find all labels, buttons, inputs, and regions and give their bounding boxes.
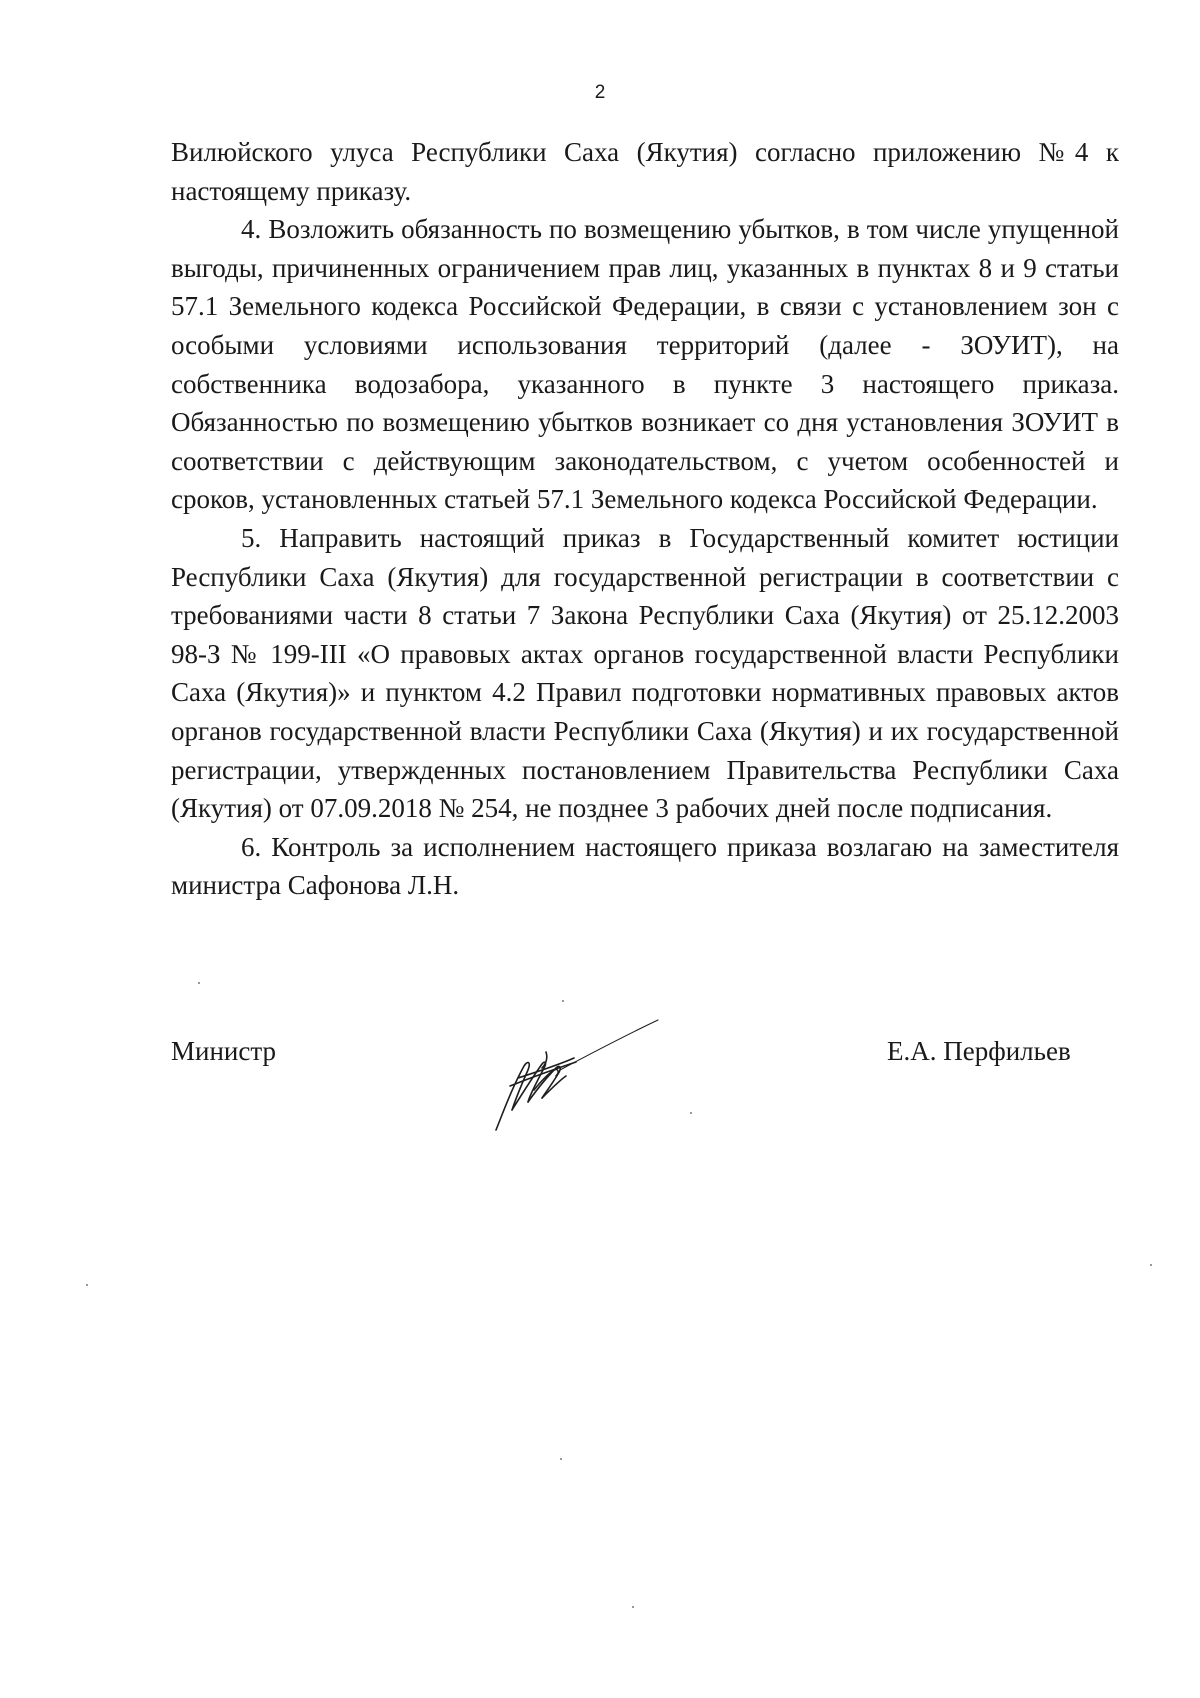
page-number: 2 [594, 82, 606, 103]
document-body [171, 133, 1119, 905]
paragraph-continuation: Вилюйского улуса Республики Саха (Якутия) согласно приложению №4 к настоящему приказу. [171, 137, 1119, 206]
signatory-title: Министр [171, 1036, 276, 1066]
scan-speck [632, 1606, 634, 1608]
scan-speck [86, 1284, 88, 1286]
paragraph-item-4: 4. Возложить обязанность по возмещению убытков, в том числе упущенной выгоды, причиненных ограничением прав лиц, указанных в пунктах 8 и 9 статьи 57.1 Земельного кодекса Российской Федерации, в связи с установлением зон с особыми условиями использования территорий (далее - ЗОУИТ), на собственника водозабора, указанного в пункте 3 настоящего приказа. Обязанностью по возмещению убытков возникает со дня установления ЗОУИТ в соответствии с действующим законодательством, с учетом особенностей и сроков, установленных статьей 57.1 Земельного кодекса Российской Федерации. [171, 214, 1119, 515]
scan-speck [690, 1112, 692, 1114]
paragraph-item-6: 6. Контроль за исполнением настоящего приказа возлагаю на заместителя министра Сафонова Л.Н. [171, 831, 1119, 901]
paragraph-item-5: 5. Направить настоящий приказ в Государственный комитет юстиции Республики Саха (Якутия) для государственной регистрации в соответствии с требованиями части 8 статьи 7 Закона Республики Саха (Якутия) от 25.12.2003 98-З № 199-III «О правовых актах органов государственной власти Республики Саха (Якутия)» и пунктом 4.2 Правил подготовки нормативных правовых актов органов государственной власти Республики Саха (Якутия) и их государственной регистрации, утвержденных постановлением Правительства Республики Саха (Якутия) от 07.09.2018 № 254, не позднее 3 рабочих дней после подписания. [171, 522, 1119, 824]
scan-speck [562, 1000, 564, 1002]
signatory-name: Е.А. Перфильев [887, 1036, 1071, 1066]
handwritten-signature [490, 1018, 670, 1138]
scan-speck [560, 1458, 562, 1460]
scan-speck [1150, 1264, 1152, 1266]
scan-speck [198, 982, 200, 984]
